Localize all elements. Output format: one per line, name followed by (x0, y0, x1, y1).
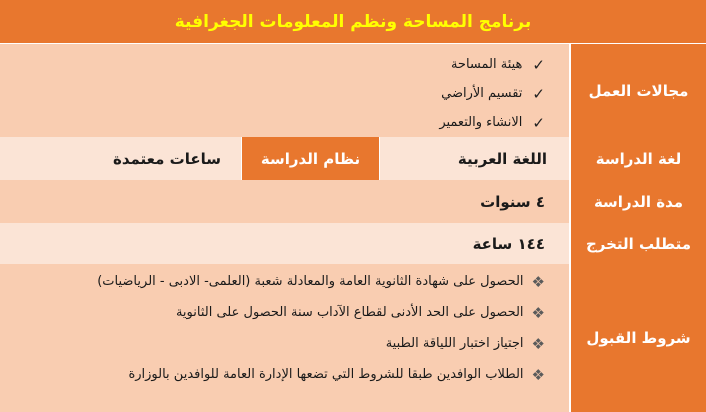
list-item: ❖ الحصول على الحد الأدنى لقطاع الآداب سنة الحصول على الثانوية (175, 303, 545, 322)
language-content (0, 137, 569, 180)
diamond-bullet-icon: ❖ (531, 334, 545, 353)
row-language (0, 137, 706, 182)
study-system-label: نظام الدراسة (241, 137, 380, 180)
language-label: لغة الدراسة (569, 137, 706, 180)
duration-content (0, 180, 569, 223)
list-item: ❖ اجتياز اختبار اللياقة الطبية (385, 334, 545, 353)
duration-label: مدة الدراسة (569, 180, 706, 223)
check-icon: ✓ (532, 84, 545, 103)
list-item: ❖ الطلاب الوافدين طبقا للشروط التي تضعها الإدارة العامة للوافدين بالوزارة (128, 365, 545, 384)
work-fields-label: مجالات العمل (569, 44, 706, 137)
admission-content (0, 264, 569, 412)
list-item: ❖ الحصول على شهادة الثانوية العامة والمعادلة شعبة (العلمى- الادبى - الرياضيات) (97, 272, 545, 291)
diamond-bullet-icon: ❖ (531, 303, 545, 322)
work-fields-content (0, 44, 569, 137)
admission-list (0, 264, 545, 390)
row-work-fields (0, 44, 706, 139)
list-item: ✓ هيئة المساحة (450, 55, 545, 74)
diamond-bullet-icon: ❖ (531, 272, 545, 291)
program-title: برنامج المساحة ونظم المعلومات الجغرافية (0, 0, 706, 44)
graduation-label: متطلب التخرج (569, 223, 706, 264)
row-graduation (0, 223, 706, 266)
check-icon: ✓ (532, 113, 545, 132)
work-fields-list (0, 44, 545, 137)
list-item: ✓ تقسيم الأراضي (441, 84, 545, 103)
diamond-bullet-icon: ❖ (531, 365, 545, 384)
row-duration (0, 180, 706, 225)
duration-value: ٤ سنوات (480, 192, 545, 211)
admission-label: شروط القبول (569, 264, 706, 412)
row-admission (0, 264, 706, 412)
list-item: ✓ الانشاء والتعمير (439, 113, 545, 132)
check-icon: ✓ (532, 55, 545, 74)
language-value: اللغة العربية (380, 137, 569, 180)
graduation-content (0, 223, 569, 264)
study-system-value: ساعات معتمدة (0, 137, 241, 180)
graduation-value: ١٤٤ ساعة (472, 234, 545, 253)
